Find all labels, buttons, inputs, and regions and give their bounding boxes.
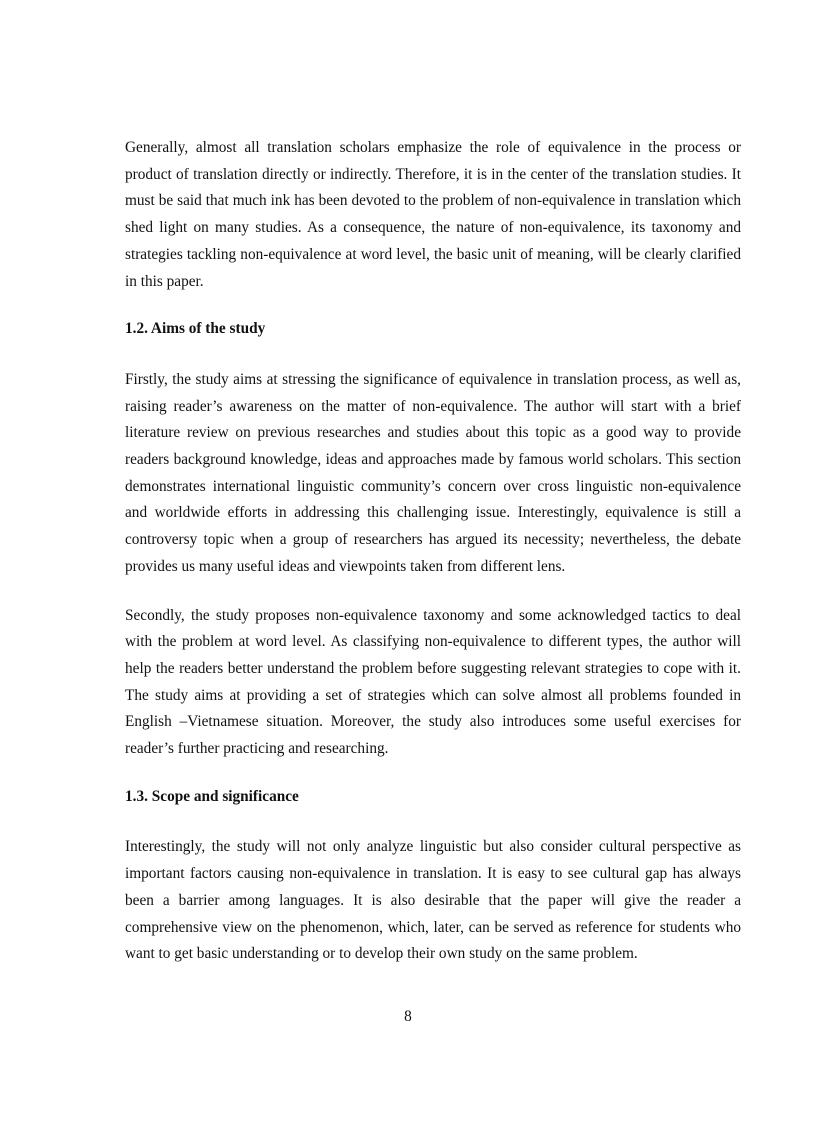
spacer	[125, 810, 741, 834]
spacer	[125, 581, 741, 603]
section-heading-aims: 1.2. Aims of the study	[125, 320, 266, 338]
spacer	[125, 763, 741, 784]
aims-paragraph-2: Secondly, the study proposes non-equivalence taxonomy and some acknowledged tactics to deal with the problem at word level. As classifying non-equivalence to different types, the author will help the readers better understand the problem before suggesting relevant strategies to cope with it. The study aims at providing a set of strategies which can solve almost all problems founded in English –Vietnamese situation. Moreover, the study also introduces some useful exercises for reader’s further practicing and researching.	[125, 606, 741, 758]
spacer	[125, 295, 741, 316]
document-page	[125, 135, 741, 968]
section-heading-scope: 1.3. Scope and significance	[125, 787, 299, 805]
intro-paragraph: Generally, almost all translation scholars emphasize the role of equivalence in the process or product of translation directly or indirectly. Therefore, it is in the center of the translation studies. It must be said that much ink has been devoted to the problem of non-equivalence in translation which shed light on many studies. As a consequence, the nature of non-equivalence, its taxonomy and strategies tackling non-equivalence at word level, the basic unit of meaning, will be clearly clarified in this paper.	[125, 139, 741, 290]
scope-paragraph-1: Interestingly, the study will not only analyze linguistic but also consider cultural perspective as important factors causing non-equivalence in translation. It is easy to see cultural gap has always been a barrier among languages. It is also desirable that the paper will give the reader a comprehensive view on the phenomenon, which, later, can be served as reference for students who want to get basic understanding or to develop their own study on the same problem.	[125, 838, 741, 963]
page-number: 8	[404, 1008, 412, 1025]
spacer	[125, 343, 741, 367]
aims-paragraph-1: Firstly, the study aims at stressing the significance of equivalence in translation process, as well as, raising reader’s awareness on the matter of non-equivalence. The author will start with a brief literature review on previous researches and studies about this topic as a good way to provide readers background knowledge, ideas and approaches made by famous world scholars. This section demonstrates international linguistic community’s concern over cross linguistic non-equivalence and worldwide efforts in addressing this challenging issue. Interestingly, equivalence is still a controversy topic when a group of researchers has argued its necessity; nevertheless, the debate provides us many useful ideas and viewpoints taken from different lens.	[125, 370, 741, 575]
